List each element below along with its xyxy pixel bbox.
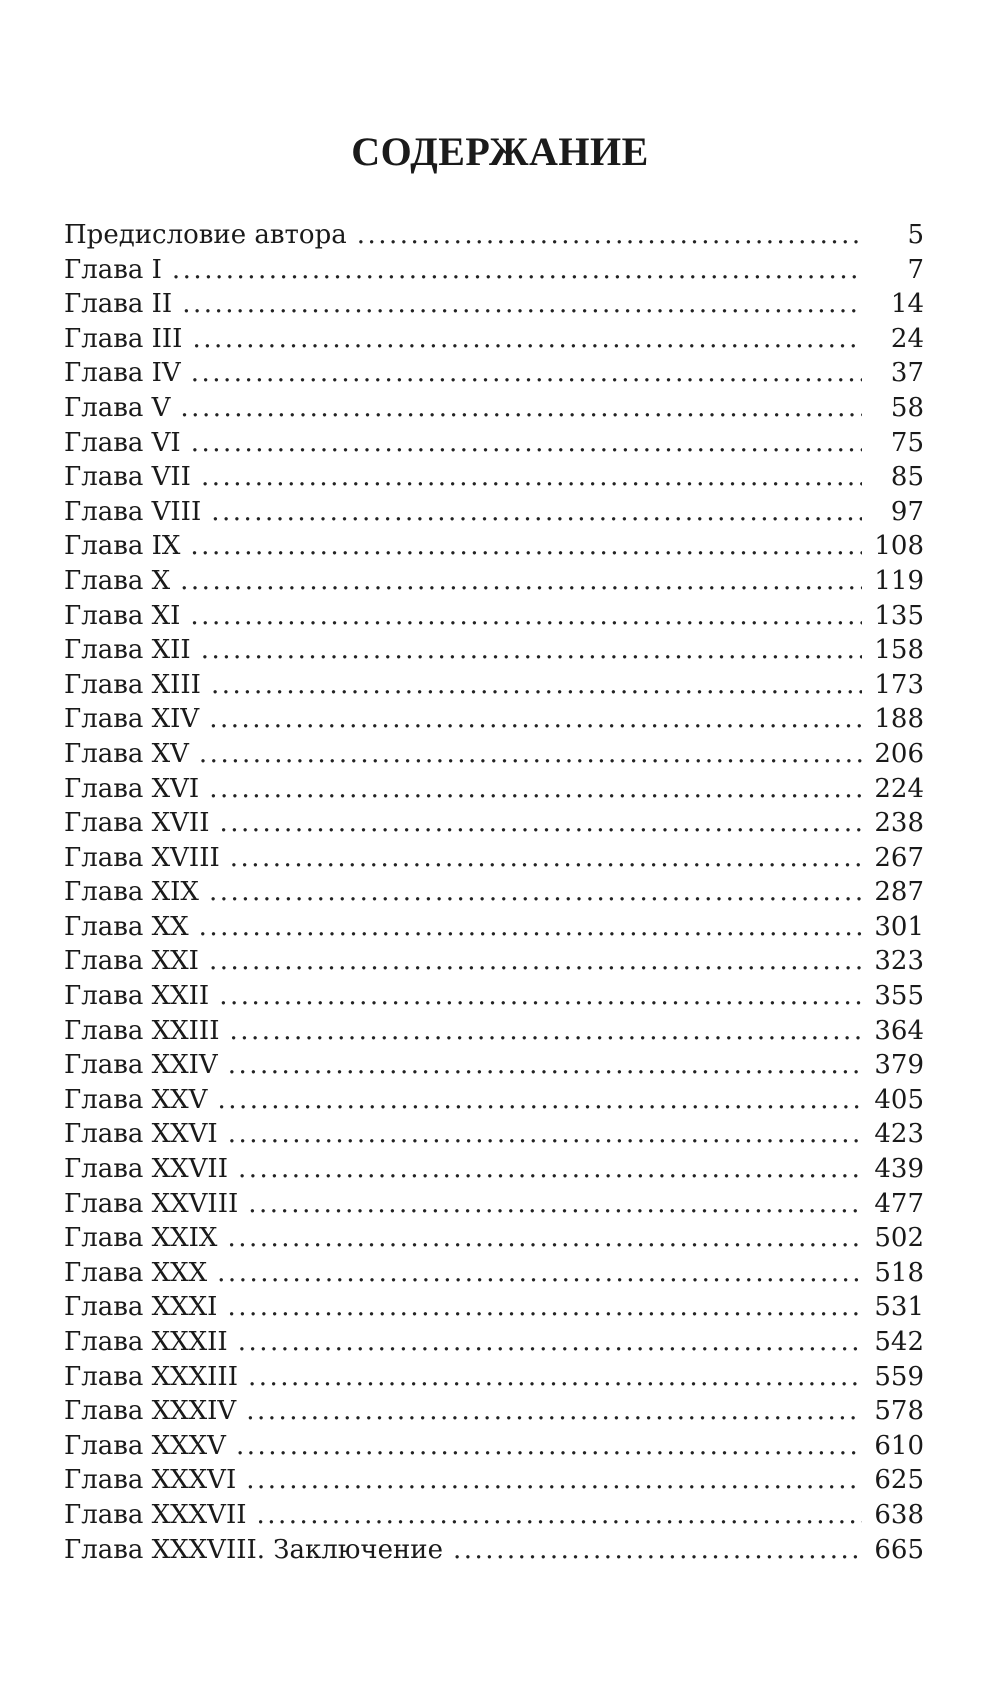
- toc-entry: [64, 1014, 924, 1049]
- toc-entry-page-number: 502: [874, 1223, 924, 1254]
- dot-leader: [192, 322, 862, 357]
- toc-entry-title: Глава XV: [64, 738, 189, 769]
- toc-entry-title: Глава XXVII: [64, 1154, 228, 1185]
- toc-entry-title: Глава I: [64, 254, 162, 285]
- dot-leader: [248, 1187, 862, 1222]
- toc-entry: [64, 599, 924, 634]
- toc-entry-title: Глава XXVI: [64, 1119, 218, 1150]
- toc-entry: [64, 1463, 924, 1498]
- toc-entry-title: Глава XIII: [64, 669, 201, 700]
- toc-entry: [64, 668, 924, 703]
- toc-entry: [64, 806, 924, 841]
- dot-leader: [228, 1048, 862, 1083]
- toc-entry-title: Глава VIII: [64, 496, 202, 527]
- toc-entry-page-number: 287: [874, 877, 924, 908]
- toc-entry: [64, 910, 924, 945]
- toc-entry-page-number: 5: [907, 220, 924, 250]
- toc-entry-title: Глава XXXII: [64, 1327, 228, 1357]
- toc-entry-title: Глава V: [64, 392, 171, 423]
- dot-leader: [209, 875, 862, 910]
- toc-entry-page-number: 542: [874, 1327, 924, 1357]
- toc-entry-title: Глава XIV: [64, 704, 200, 735]
- toc-entry-page-number: 665: [874, 1534, 924, 1565]
- dot-leader: [209, 702, 862, 737]
- toc-entry: [64, 772, 924, 807]
- dot-leader: [190, 529, 862, 564]
- toc-entry: [64, 1117, 924, 1152]
- toc-entry-title: Глава XXXVII: [64, 1499, 247, 1530]
- toc-entry-page-number: 24: [890, 323, 924, 354]
- toc-entry-page-number: 405: [874, 1084, 924, 1115]
- toc-entry-title: Глава XI: [64, 600, 181, 631]
- dot-leader: [246, 1463, 862, 1498]
- toc-entry-page-number: 188: [874, 704, 924, 735]
- toc-entry-title: Глава III: [64, 323, 183, 354]
- toc-entry: [64, 1360, 924, 1395]
- toc-entry: [64, 1152, 924, 1187]
- dot-leader: [209, 944, 862, 979]
- dot-leader: [209, 772, 862, 807]
- toc-entry: [64, 979, 924, 1014]
- toc-entry: [64, 1187, 924, 1222]
- toc-entry: [64, 702, 924, 737]
- dot-leader: [227, 1290, 862, 1325]
- dot-leader: [211, 668, 862, 703]
- toc-entry-title: Глава IX: [64, 531, 181, 562]
- toc-entry: [64, 564, 924, 599]
- toc-entry: [64, 253, 924, 288]
- toc-entry-title: Глава XXI: [64, 946, 199, 977]
- dot-leader: [172, 253, 862, 288]
- toc-entry: [64, 875, 924, 910]
- dot-leader: [180, 391, 862, 426]
- dot-leader: [180, 564, 862, 599]
- toc-entry-page-number: 364: [874, 1015, 924, 1046]
- toc-entry-title: Глава XXXIV: [64, 1396, 237, 1427]
- toc-entry: [64, 1048, 924, 1083]
- toc-entry: [64, 1290, 924, 1325]
- toc-entry-title: Глава XXXVI: [64, 1465, 237, 1496]
- toc-entry-title: Глава XVII: [64, 808, 210, 839]
- toc-entry-page-number: 119: [874, 565, 924, 596]
- toc-entry: [64, 356, 924, 391]
- dot-leader: [228, 1117, 862, 1152]
- toc-entry: [64, 1256, 924, 1291]
- toc-entry-page-number: 477: [874, 1188, 924, 1219]
- toc-entry-page-number: 85: [890, 462, 924, 493]
- toc-entry: [64, 944, 924, 979]
- dot-leader: [248, 1360, 862, 1395]
- toc-entry-page-number: 14: [890, 289, 924, 320]
- toc-entry-title: Глава XXX: [64, 1257, 208, 1288]
- dot-leader: [246, 1394, 862, 1429]
- toc-entry: [64, 1325, 924, 1360]
- toc-entry: [64, 287, 924, 322]
- toc-entry: [64, 1429, 924, 1464]
- toc-entry-page-number: 323: [874, 946, 924, 977]
- toc-entry-title: Предисловие автора: [64, 220, 347, 250]
- dot-leader: [229, 1014, 862, 1049]
- toc-entry: [64, 426, 924, 461]
- toc-entry-page-number: 97: [890, 496, 924, 527]
- page-title: СОДЕРЖАНИЕ: [351, 129, 649, 174]
- toc-entry-page-number: 224: [874, 773, 924, 804]
- toc-entry-title: Глава XXVIII: [64, 1188, 239, 1219]
- toc-entry-title: Глава XXXI: [64, 1292, 218, 1323]
- dot-leader: [201, 633, 862, 668]
- toc-entry-title: Глава XXIV: [64, 1050, 218, 1081]
- toc-entry-title: Глава X: [64, 565, 171, 596]
- toc-entry-page-number: 206: [874, 738, 924, 769]
- toc-entry-page-number: 379: [874, 1050, 924, 1081]
- toc-entry-page-number: 578: [874, 1396, 924, 1427]
- dot-leader: [219, 806, 862, 841]
- toc-entry-title: Глава VI: [64, 427, 181, 458]
- toc-entry-page-number: 238: [874, 808, 924, 839]
- toc-entry-page-number: 638: [874, 1499, 924, 1530]
- toc-entry-page-number: 75: [890, 427, 924, 458]
- toc-entry-title: Глава VII: [64, 462, 191, 493]
- toc-entry: [64, 1533, 924, 1568]
- toc-entry: [64, 841, 924, 876]
- dot-leader: [217, 1256, 862, 1291]
- toc-entry-page-number: 135: [874, 600, 924, 631]
- dot-leader: [199, 737, 862, 772]
- toc-entry-page-number: 267: [874, 842, 924, 873]
- toc-entry-page-number: 518: [874, 1257, 924, 1288]
- toc-entry-title: Глава XX: [64, 911, 189, 942]
- dot-leader: [357, 218, 862, 253]
- toc-entry: [64, 391, 924, 426]
- toc-entry-page-number: 355: [874, 981, 924, 1012]
- dot-leader: [217, 1083, 862, 1118]
- toc-entry-page-number: 439: [874, 1154, 924, 1185]
- toc-entry-title: Глава II: [64, 289, 173, 320]
- toc-entry: [64, 737, 924, 772]
- dot-leader: [191, 356, 862, 391]
- dot-leader: [238, 1152, 862, 1187]
- dot-leader: [201, 460, 862, 495]
- dot-leader: [453, 1533, 862, 1568]
- table-of-contents: [64, 218, 924, 1567]
- toc-entry: [64, 1498, 924, 1533]
- toc-entry-page-number: 108: [874, 531, 924, 562]
- toc-entry: [64, 1083, 924, 1118]
- toc-entry-page-number: 158: [874, 635, 924, 666]
- toc-entry: [64, 1221, 924, 1256]
- dot-leader: [219, 979, 862, 1014]
- toc-entry-title: Глава XXXVIII. Заключение: [64, 1534, 444, 1565]
- toc-entry-title: Глава IV: [64, 358, 181, 389]
- toc-entry: [64, 322, 924, 357]
- toc-entry-title: Глава XII: [64, 635, 191, 666]
- toc-entry: [64, 495, 924, 530]
- toc-entry-page-number: 301: [874, 911, 924, 942]
- toc-entry-title: Глава XXXV: [64, 1430, 226, 1461]
- toc-entry: [64, 529, 924, 564]
- toc-entry: [64, 460, 924, 495]
- toc-entry-title: Глава XXII: [64, 981, 210, 1012]
- toc-entry-page-number: 37: [890, 358, 924, 389]
- dot-leader: [211, 495, 862, 530]
- toc-entry-title: Глава XXIX: [64, 1223, 218, 1254]
- toc-entry-title: Глава XVI: [64, 773, 200, 804]
- toc-entry-title: Глава XXXIII: [64, 1361, 238, 1392]
- dot-leader: [256, 1498, 862, 1533]
- toc-entry-page-number: 173: [874, 669, 924, 700]
- toc-entry-page-number: 610: [874, 1430, 924, 1461]
- dot-leader: [199, 910, 862, 945]
- toc-entry: [64, 218, 924, 253]
- dot-leader: [230, 841, 862, 876]
- toc-entry-page-number: 58: [890, 392, 924, 423]
- toc-entry-title: Глава XVIII: [64, 842, 220, 873]
- toc-entry-title: Глава XXV: [64, 1084, 208, 1115]
- toc-entry-page-number: 625: [874, 1465, 924, 1496]
- toc-entry-title: Глава XXIII: [64, 1015, 220, 1046]
- toc-entry: [64, 633, 924, 668]
- toc-entry: [64, 1394, 924, 1429]
- dot-leader: [182, 287, 862, 322]
- toc-entry-page-number: 7: [907, 254, 924, 285]
- toc-entry-page-number: 531: [874, 1292, 924, 1323]
- toc-entry-title: Глава XIX: [64, 877, 199, 908]
- dot-leader: [227, 1221, 862, 1256]
- dot-leader: [236, 1429, 862, 1464]
- toc-entry-page-number: 559: [874, 1361, 924, 1392]
- dot-leader: [191, 426, 862, 461]
- dot-leader: [190, 599, 862, 634]
- dot-leader: [238, 1325, 862, 1360]
- toc-entry-page-number: 423: [874, 1119, 924, 1150]
